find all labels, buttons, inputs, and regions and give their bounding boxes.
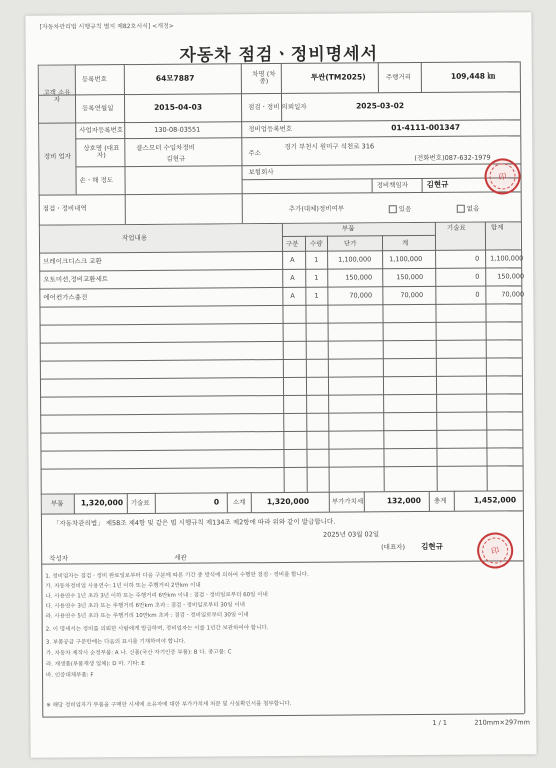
totals-sub-label: 소계 bbox=[232, 498, 246, 507]
adjuster-value: 김현규 bbox=[426, 179, 449, 189]
item-sum: 150,000 bbox=[396, 273, 424, 282]
col-sum: 계 bbox=[401, 239, 409, 248]
document-title: 자동차 점검ㆍ정비명세서 bbox=[179, 44, 379, 66]
note-line: 가. 자동차 제작사 순정부품: A 나. 신품(국산 자기인증 부품): B 다. 중고품: C bbox=[45, 649, 232, 657]
shop-reg-value: 01-4111-001347 bbox=[391, 122, 461, 133]
document-page bbox=[25, 12, 536, 758]
totals-labor: 0 bbox=[213, 497, 220, 507]
note-line: 가. 자동차정비업 사용연수: 1년 이하 또는 주행거리 2만km 이내 bbox=[45, 582, 201, 590]
item-sum: 70,000 bbox=[400, 291, 424, 300]
totals-parts-label: 부품 bbox=[50, 499, 64, 508]
note-line: 3. 부품공급 구분란에는 다음의 표시를 기재하여야 합니다. bbox=[45, 638, 186, 646]
issue-date: 2025년 03월 02일 bbox=[323, 530, 380, 539]
note-line: ※ 해당 정비업자가 부품을 구매한 시세에 소유자에 대한 부가가치세 처분 및 사실확인서를 첨부합니다. bbox=[46, 700, 292, 709]
note-line: 라. 사용연수 5년 초과 또는 주행거리 10만km 초과 : 점검ㆍ정비일로부터 30일 이내 bbox=[45, 612, 249, 620]
total-header: 합계 bbox=[490, 223, 504, 232]
law-text: 「자동차관리법」 제58조 제4항 및 같은 법 시행규칙 제134조 제2항에 따라 위와 같이 발급합니다. bbox=[52, 517, 336, 528]
issuer-label: (대표자) bbox=[381, 543, 406, 552]
items-header: 작업내용 bbox=[121, 233, 148, 243]
issuer-name: 김현규 bbox=[421, 541, 443, 552]
shop-addr-value: 경기 부천시 원미구 석천로 316 bbox=[284, 142, 375, 151]
reg-no-value: 64모7887 bbox=[155, 73, 195, 83]
shop-reg-label: 정비업등록번호 bbox=[248, 124, 293, 134]
mileage-label: 주행거리 bbox=[385, 73, 412, 82]
item-unit: 150,000 bbox=[345, 273, 373, 282]
form-id: [자동차관리법 시행규칙 별지 제82호서식] <개정> bbox=[39, 22, 174, 31]
totals-sub: 1,320,000 bbox=[266, 496, 310, 507]
no-label: 없음 bbox=[466, 204, 480, 213]
insurer-label: 보험회사 bbox=[248, 168, 274, 177]
reg-date-label: 등록연월일 bbox=[82, 104, 114, 113]
item-kind: A bbox=[290, 273, 295, 282]
checkbox-yes[interactable] bbox=[389, 205, 397, 213]
col-qty: 수량 bbox=[309, 239, 323, 248]
item-sum: 1,100,000 bbox=[389, 255, 423, 264]
item-qty: 1 bbox=[314, 255, 319, 264]
company-seal: 印 bbox=[481, 155, 524, 198]
reg-no-label: 등록번호 bbox=[81, 75, 108, 84]
totals-grand: 1,452,000 bbox=[473, 495, 517, 505]
note-line: 라. 재생품(부품재생 업체): D 마. 기타: E bbox=[45, 660, 145, 668]
note-line: 나. 사용연수 1년 초과 3년 이하 또는 주행거리 6만km 이내 : 점검ㆍ정비일로부터 60일 이내 bbox=[45, 592, 268, 600]
signature-seal: 印 bbox=[474, 529, 517, 572]
shop-name-label: 상호명 (대표자) bbox=[83, 144, 120, 159]
totals-vat-label: 부가가치세 bbox=[331, 497, 364, 506]
totals-grand-label: 총계 bbox=[433, 496, 447, 505]
receiver-name: 세관 bbox=[174, 553, 187, 562]
damage-label: 손ㆍ해 정도 bbox=[79, 176, 114, 185]
item-kind: A bbox=[290, 255, 295, 264]
note-line: 바. 인증대체부품: F bbox=[46, 672, 94, 679]
car-label: 차명 (차종) bbox=[252, 70, 276, 85]
item-kind: A bbox=[290, 291, 295, 300]
item-total: 70,000 bbox=[501, 290, 525, 299]
adjuster-label: 정비책임자 bbox=[376, 181, 409, 190]
mileage-value: 109,448 ㎞ bbox=[450, 71, 496, 81]
col-unit: 단가 bbox=[343, 239, 357, 248]
item-total: 1,100,000 bbox=[490, 254, 524, 263]
shop-name-value: 클스모터 수입차정비 bbox=[136, 143, 195, 153]
item-unit: 70,000 bbox=[349, 291, 373, 300]
car-value: 투싼(TM2025) bbox=[310, 72, 366, 82]
customer-section-label: 고객 소유자 bbox=[43, 88, 71, 104]
note-line: 1. 정비업자는 점검ㆍ정비 완료일로부터 다음 구분에 따른 기간 중 방식에 의하여 수행한 점검ㆍ정비를 합니다. bbox=[45, 571, 309, 580]
add-repair-label: 추가(대체)정비여부 bbox=[288, 204, 345, 213]
biz-no-value: 130-08-03551 bbox=[154, 125, 201, 134]
recv-date-label: 점검ㆍ정비 의뢰일자 bbox=[248, 102, 307, 112]
shop-rep-value: 김현규 bbox=[166, 154, 186, 163]
biz-no-label: 사업자등록번호 bbox=[79, 126, 124, 135]
item-labor: 0 bbox=[475, 254, 480, 263]
item-total: 150,000 bbox=[497, 272, 525, 281]
item-qty: 1 bbox=[314, 291, 319, 300]
item-labor: 0 bbox=[475, 272, 480, 281]
col-kind: 구분 bbox=[285, 239, 299, 248]
totals-vat: 132,000 bbox=[386, 496, 422, 506]
note-line: 다. 사용연수 3년 초과 또는 주행거리 6만km 초과 : 점검ㆍ정비일로부터 30일 이내 bbox=[45, 602, 246, 610]
rule bbox=[42, 713, 524, 717]
paper-size: 210mm×297mm bbox=[474, 718, 530, 727]
recv-date-value: 2025-03-02 bbox=[356, 101, 405, 111]
yes-label: 있음 bbox=[398, 205, 412, 214]
note-line: 2. 이 명세서는 정비를 의뢰한 사람에게 발급하며, 정비업자는 이를 1년간 보관하여야 합니다. bbox=[45, 625, 269, 633]
labor-header: 기술료 bbox=[446, 223, 466, 232]
totals-parts: 1,320,000 bbox=[80, 498, 124, 508]
parts-header: 부품 bbox=[341, 224, 355, 233]
shop-phone: (전화번호)087-632-1979 bbox=[414, 153, 491, 163]
item-name: 에어컨가스충전 bbox=[43, 293, 88, 302]
item-labor: 0 bbox=[475, 290, 480, 299]
content-label: 점검ㆍ정비내역 bbox=[42, 204, 87, 213]
item-qty: 1 bbox=[314, 273, 319, 282]
shop-section-label: 정비 업자 bbox=[43, 152, 72, 161]
item-unit: 1,100,000 bbox=[338, 255, 372, 264]
totals-labor-label: 기술료 bbox=[130, 498, 150, 508]
receiver-label: 작성자 bbox=[49, 554, 69, 563]
rule bbox=[520, 61, 526, 713]
shop-addr-label: 주소 bbox=[248, 149, 261, 158]
page-number: 1 / 1 bbox=[432, 718, 447, 727]
item-name: 브레이크디스크 교환 bbox=[43, 257, 102, 266]
item-name: 오토미션,정비교환세트 bbox=[43, 275, 109, 284]
reg-date-value: 2015-04-03 bbox=[154, 102, 203, 112]
checkbox-no[interactable] bbox=[457, 205, 465, 213]
